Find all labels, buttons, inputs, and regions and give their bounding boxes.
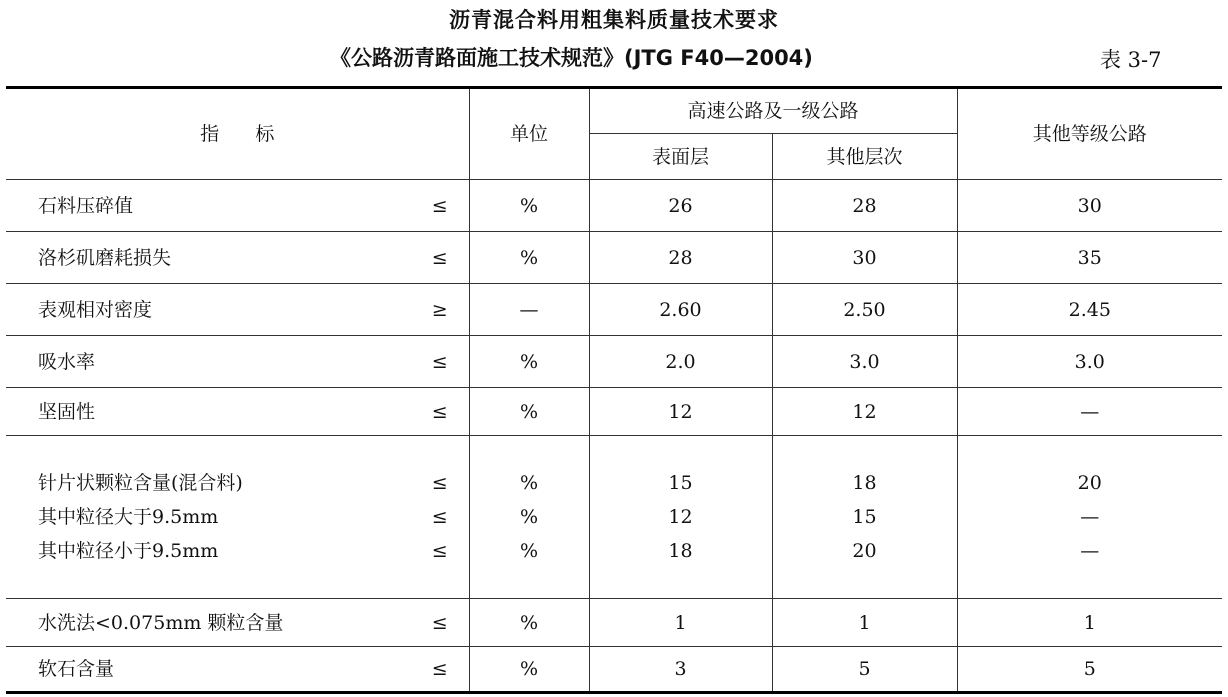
- other-roads-value: [957, 284, 1222, 336]
- other-layers-value: [772, 336, 957, 388]
- indicator-cell: [6, 232, 411, 284]
- header-highway-group: 高速公路及一级公路: [589, 88, 957, 134]
- other-roads-value: [957, 336, 1222, 388]
- surface-layer-value: [589, 336, 772, 388]
- comparator-cell-text: ≤: [431, 400, 448, 423]
- other-roads-value: [957, 647, 1222, 693]
- surface-layer-value: [589, 436, 772, 599]
- other-layers-value: [772, 180, 957, 232]
- table-row: [6, 388, 1222, 436]
- other-roads-value: [957, 599, 1222, 647]
- other-roads-value-text: —: [1080, 540, 1100, 562]
- other-layers-value-text: 12: [852, 400, 877, 423]
- unit-cell-text: %: [519, 246, 539, 269]
- unit-cell: [469, 180, 589, 232]
- comparator-cell: [411, 436, 469, 599]
- unit-cell-text: —: [519, 298, 539, 321]
- table-row: [6, 599, 1222, 647]
- other-layers-value-text: 2.50: [843, 298, 886, 321]
- comparator-cell: [411, 599, 469, 647]
- header-indicator: 指 标: [6, 88, 469, 180]
- aggregate-quality-table: [6, 86, 1222, 694]
- other-roads-value-text: 5: [1083, 658, 1096, 680]
- other-roads-value: [957, 180, 1222, 232]
- header-surface-layer: 表面层: [589, 134, 772, 180]
- unit-cell-text: %: [519, 194, 539, 217]
- other-layers-value: [772, 232, 957, 284]
- surface-layer-value-text: 28: [668, 246, 693, 269]
- unit-cell: [469, 647, 589, 693]
- indicator-cell: [6, 647, 411, 693]
- other-roads-value-text: 30: [1077, 194, 1102, 217]
- indicator-cell-text: 其中粒径大于9.5mm: [38, 506, 219, 528]
- indicator-cell: [6, 436, 411, 599]
- other-layers-value: [772, 284, 957, 336]
- surface-layer-value-text: 26: [668, 194, 693, 217]
- comparator-cell: [411, 180, 469, 232]
- header-other-layers: 其他层次: [772, 134, 957, 180]
- comparator-cell: [411, 336, 469, 388]
- other-roads-value-text: 20: [1077, 472, 1102, 494]
- other-layers-value: [772, 388, 957, 436]
- table-row: [6, 284, 1222, 336]
- unit-cell-text: %: [519, 400, 539, 423]
- indicator-cell: [6, 336, 411, 388]
- comparator-cell: [411, 232, 469, 284]
- surface-layer-value: [589, 599, 772, 647]
- comparator-cell: [411, 647, 469, 693]
- other-layers-value: [772, 436, 957, 599]
- surface-layer-value-text: 3: [674, 658, 687, 680]
- unit-cell-text: %: [519, 506, 539, 528]
- comparator-cell-text: ≤: [431, 540, 448, 562]
- comparator-cell-text: ≤: [431, 350, 448, 373]
- other-roads-value: [957, 232, 1222, 284]
- comparator-cell-text: ≥: [431, 298, 448, 321]
- unit-cell-text: %: [519, 472, 539, 494]
- indicator-cell: [6, 599, 411, 647]
- comparator-cell-text: ≤: [431, 472, 448, 494]
- surface-layer-value-text: 18: [668, 540, 693, 562]
- other-layers-value: [772, 647, 957, 693]
- indicator-cell-text: 洛杉矶磨耗损失: [38, 246, 172, 269]
- other-roads-value: [957, 388, 1222, 436]
- comparator-cell: [411, 388, 469, 436]
- other-layers-value-text: 18: [852, 472, 877, 494]
- unit-cell: [469, 232, 589, 284]
- other-roads-value: [957, 436, 1222, 599]
- indicator-cell-text: 其中粒径小于9.5mm: [38, 540, 219, 562]
- surface-layer-value: [589, 647, 772, 693]
- header-unit: 单位: [469, 88, 589, 180]
- surface-layer-value-text: 12: [668, 506, 693, 528]
- unit-cell: [469, 599, 589, 647]
- comparator-cell-text: ≤: [431, 658, 448, 680]
- table-title: 沥青混合料用粗集料质量技术要求: [449, 8, 779, 32]
- unit-cell-text: %: [519, 350, 539, 373]
- surface-layer-value: [589, 284, 772, 336]
- indicator-cell-text: 吸水率: [38, 350, 96, 373]
- unit-cell: [469, 336, 589, 388]
- table-subtitle: 《公路沥青路面施工技术规范》(JTG F40—2004): [330, 46, 813, 70]
- indicator-cell-text: 软石含量: [38, 658, 115, 680]
- table-row: [6, 180, 1222, 232]
- table-row: [6, 436, 1222, 599]
- other-roads-value-text: —: [1080, 400, 1100, 423]
- indicator-cell-text: 针片状颗粒含量(混合料): [38, 472, 243, 494]
- table-row: [6, 232, 1222, 284]
- indicator-cell: [6, 284, 411, 336]
- comparator-cell: [411, 284, 469, 336]
- other-roads-value-text: —: [1080, 506, 1100, 528]
- surface-layer-value-text: 15: [668, 472, 693, 494]
- comparator-cell-text: ≤: [431, 506, 448, 528]
- other-roads-value-text: 2.45: [1068, 298, 1111, 321]
- other-layers-value-text: 1: [858, 611, 871, 634]
- indicator-cell-text: 坚固性: [38, 400, 96, 423]
- other-layers-value-text: 20: [852, 540, 877, 562]
- table-number: 表 3-7: [1100, 48, 1162, 72]
- table-row: [6, 336, 1222, 388]
- other-roads-value-text: 35: [1077, 246, 1102, 269]
- table-body: [6, 88, 1222, 693]
- surface-layer-value-text: 2.0: [665, 350, 696, 373]
- unit-cell-text: %: [519, 658, 539, 680]
- other-layers-value: [772, 599, 957, 647]
- unit-cell: [469, 436, 589, 599]
- indicator-cell-text: 石料压碎值: [38, 194, 134, 217]
- surface-layer-value: [589, 180, 772, 232]
- other-layers-value-text: 15: [852, 506, 877, 528]
- other-layers-value-text: 30: [852, 246, 877, 269]
- comparator-cell-text: ≤: [431, 194, 448, 217]
- surface-layer-value: [589, 388, 772, 436]
- table-row: [6, 647, 1222, 693]
- comparator-cell-text: ≤: [431, 246, 448, 269]
- other-layers-value-text: 5: [858, 658, 871, 680]
- surface-layer-value-text: 2.60: [659, 298, 702, 321]
- other-layers-value-text: 28: [852, 194, 877, 217]
- other-layers-value-text: 3.0: [849, 350, 880, 373]
- unit-cell: [469, 284, 589, 336]
- indicator-cell-text: 水洗法<0.075mm 颗粒含量: [38, 611, 284, 634]
- surface-layer-value: [589, 232, 772, 284]
- surface-layer-value-text: 12: [668, 400, 693, 423]
- other-roads-value-text: 3.0: [1074, 350, 1105, 373]
- comparator-cell-text: ≤: [431, 611, 448, 634]
- header-other-roads: 其他等级公路: [957, 88, 1222, 180]
- indicator-cell: [6, 180, 411, 232]
- surface-layer-value-text: 1: [674, 611, 687, 634]
- indicator-cell-text: 表观相对密度: [38, 298, 153, 321]
- other-roads-value-text: 1: [1083, 611, 1096, 634]
- indicator-cell: [6, 388, 411, 436]
- unit-cell-text: %: [519, 611, 539, 634]
- unit-cell-text: %: [519, 540, 539, 562]
- unit-cell: [469, 388, 589, 436]
